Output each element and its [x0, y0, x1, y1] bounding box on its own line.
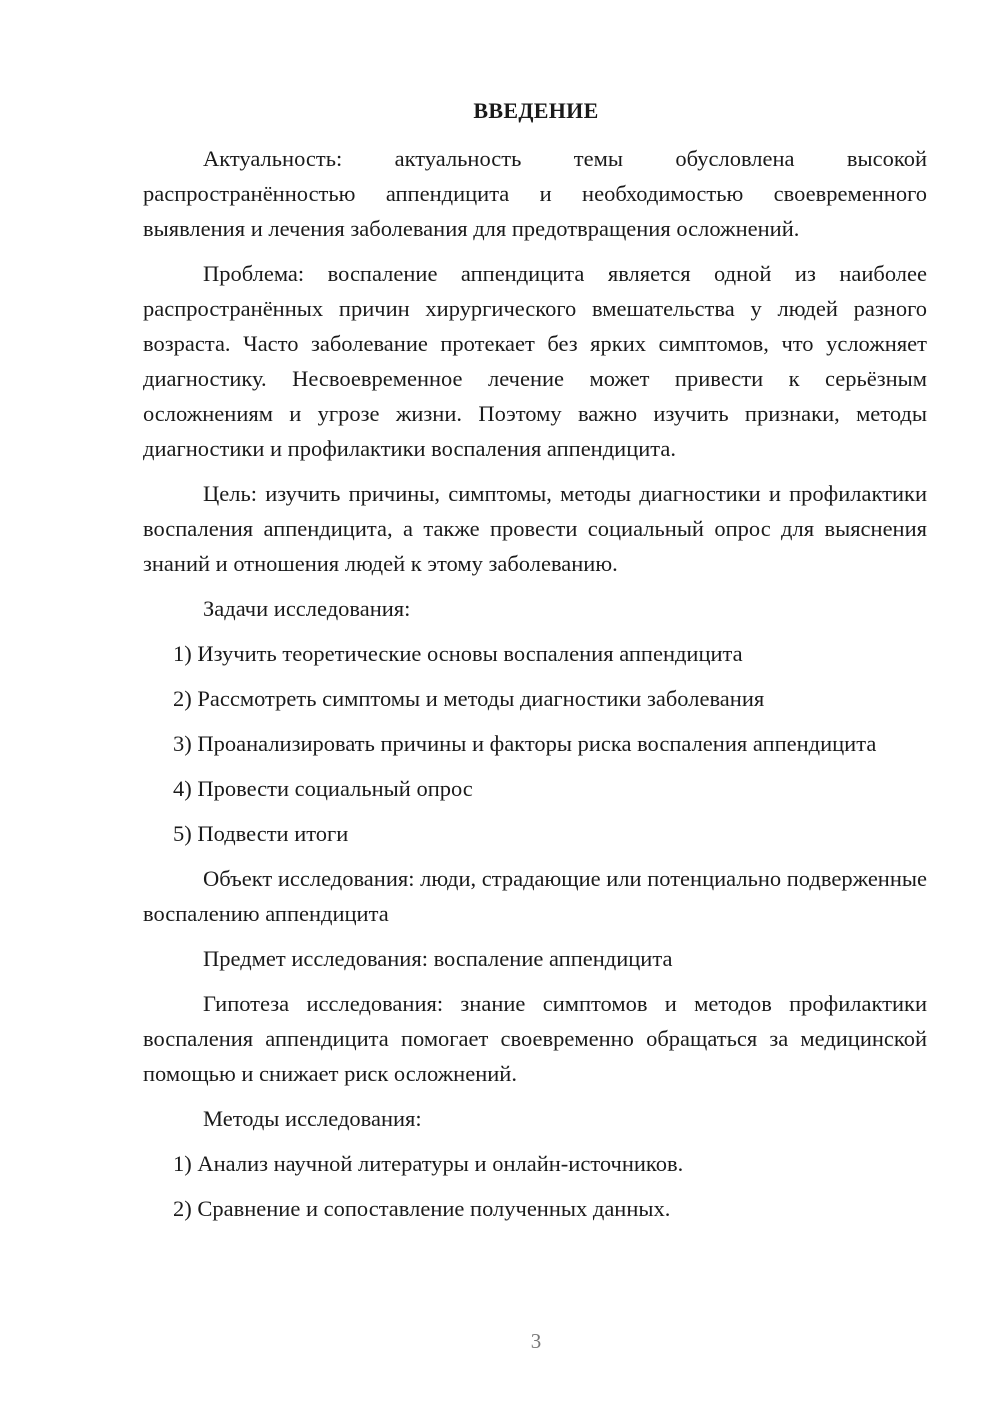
paragraph-problem: Проблема: воспаление аппендицита является одной из наиболее распространённых причин хирургического вмешательства у людей разного возраста. Часто заболевание протекает без ярких симптомов, что усложняет диагностику. Несвоевременное лечение может привести к серьёзным осложнениям и угрозе жизни. Поэтому важно изучить признаки, методы диагностики и профилактики воспаления аппендицита.: [143, 261, 927, 461]
paragraph-relevance: Актуальность: актуальность темы обусловлена высокой распространённостью аппендицита и необходимостью своевременного выявления и лечения заболевания для предотвращения осложнений.: [143, 146, 927, 241]
methods-heading: Методы исследования:: [203, 1106, 422, 1131]
page-number: 3: [530, 1329, 542, 1353]
task-item: 4) Провести социальный опрос: [173, 776, 473, 801]
paragraph-subject: Предмет исследования: воспаление аппендицита: [203, 946, 673, 971]
task-item: 3) Проанализировать причины и факторы риска воспаления аппендицита: [173, 731, 877, 756]
method-item: 2) Сравнение и сопоставление полученных данных.: [173, 1196, 671, 1221]
method-item: 1) Анализ научной литературы и онлайн-источников.: [173, 1151, 684, 1176]
section-title: ВВЕДЕНИЕ: [473, 98, 599, 123]
task-item: 5) Подвести итоги: [173, 821, 349, 846]
task-item: 2) Рассмотреть симптомы и методы диагностики заболевания: [173, 686, 765, 711]
paragraph-object: Объект исследования: люди, страдающие или потенциально подверженные воспалению аппендицита: [143, 866, 927, 926]
tasks-heading: Задачи исследования:: [203, 596, 411, 621]
paragraph-hypothesis: Гипотеза исследования: знание симптомов и методов профилактики воспаления аппендицита помогает своевременно обращаться за медицинской помощью и снижает риск осложнений.: [143, 991, 927, 1086]
task-item: 1) Изучить теоретические основы воспаления аппендицита: [173, 641, 743, 666]
document-body: [143, 141, 927, 1226]
paragraph-goal: Цель: изучить причины, симптомы, методы диагностики и профилактики воспаления аппендицита, а также провести социальный опрос для выяснения знаний и отношения людей к этому заболеванию.: [143, 481, 927, 576]
